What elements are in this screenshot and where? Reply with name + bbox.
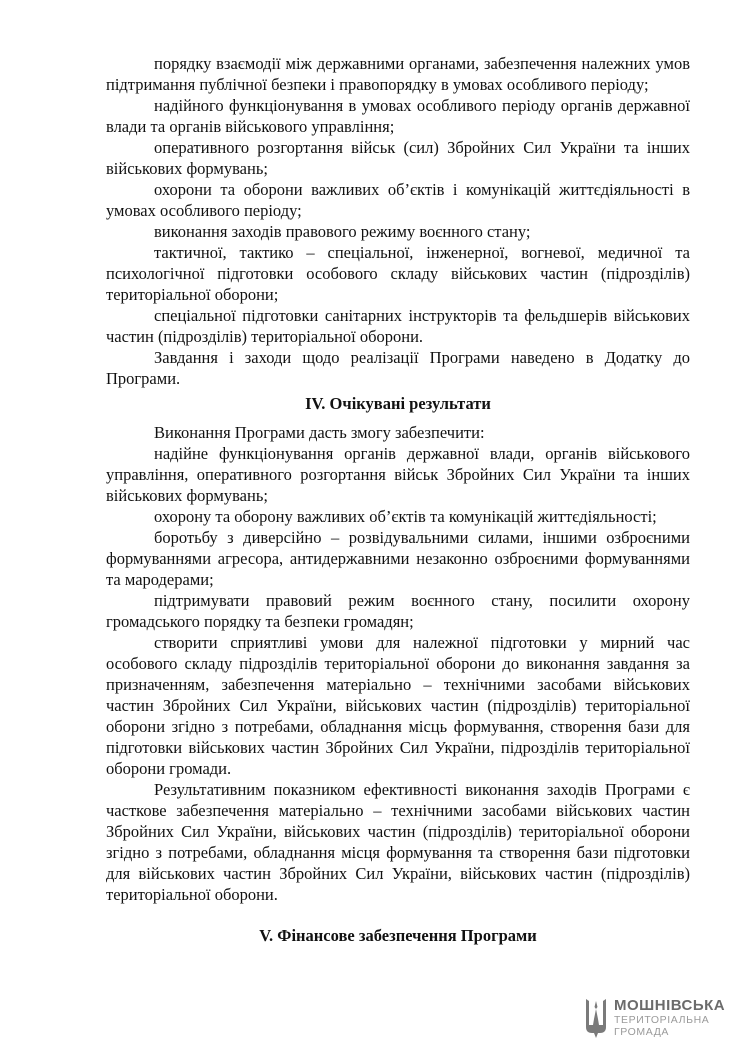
list-item: оперативного розгортання військ (сил) Збройних Сил України та інших військових формувань; [106,138,690,178]
logo-name: МОШНІВСЬКА [614,997,726,1014]
paragraph: Виконання Програми дасть змогу забезпечити: [154,423,485,442]
list-item: надійного функціонування в умовах особливого періоду органів державної влади та органів військового управління; [106,96,690,136]
paragraph: підтримувати правовий режим воєнного стану, посилити охорону громадського порядку та безпеки громадян; [106,591,690,631]
logo-sub-1: ТЕРИТОРІАЛЬНА [614,1014,710,1026]
paragraph: охорону та оборону важливих об’єктів та комунікацій життєдіяльності; [154,507,657,526]
list-item: охорони та оборони важливих об’єктів і комунікацій життєдіяльності в умовах особливого періоду; [106,180,690,220]
section3-closing: Завдання і заходи щодо реалізації Програми наведено в Додатку до Програми. [106,348,690,388]
section5-heading: V. Фінансове забезпечення Програми [259,926,537,945]
logo-sub-2: ГРОМАДА [614,1026,670,1038]
list-item: тактичної, тактико – спеціальної, інженерної, вогневої, медичної та психологічної підготовки особового складу військових частин (підрозділів) територіальної оборони; [106,243,690,304]
paragraph: боротьбу з диверсійно – розвідувальними силами, іншими озброєними формуваннями агресора, антидержавними незаконно озброєними формуваннями та мародерами; [106,528,690,589]
list-item: порядку взаємодії між державними органами, забезпечення належних умов підтримання публічної безпеки і правопорядку в умовах особливого періоду; [106,54,690,94]
list-item: виконання заходів правового режиму воєнного стану; [154,222,531,241]
section4-heading: IV. Очікувані результати [305,394,491,413]
list-item: спеціальної підготовки санітарних інструкторів та фельдшерів військових частин (підрозділів) територіальної оборони. [106,306,690,346]
paragraph: надійне функціонування органів державної влади, органів військового управління, оперативного розгортання військ Збройних Сил України та інших військових формувань; [106,444,690,505]
community-logo [584,994,734,1042]
document-page [106,53,690,954]
paragraph: Результативним показником ефективності виконання заходів Програми є часткове забезпечення матеріально – технічними засобами військових частин Збройних Сил України, військових частин (підрозділів) територіальної оборони згідно з потребами, обладнання місця формування та створення бази підготовки для військових частин Збройних Сил України, військових частин (підрозділів) територіальної оборони. [106,780,690,904]
paragraph: створити сприятливі умови для належної підготовки у мирний час особового складу підрозділів територіальної оборони до виконання завдання за призначенням, забезпечення матеріально – технічними засобами військових частин Збройних Сил України, військових частин (підрозділів) територіальної оборони згідно з потребами, обладнання місць формування, створення бази для підготовки військових частин Збройних Сил України, підрозділів територіальної оборони громади. [106,633,690,778]
trident-icon [584,997,608,1039]
